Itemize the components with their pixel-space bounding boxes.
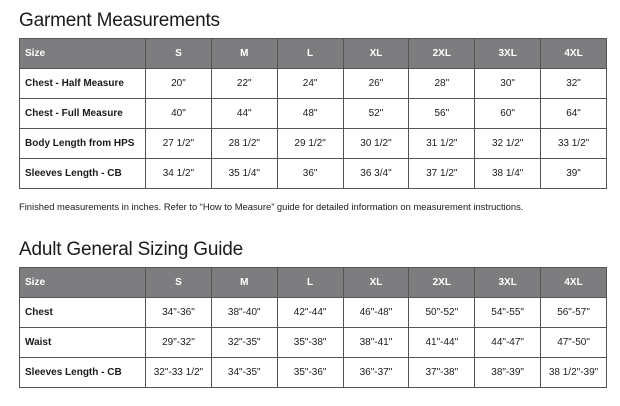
header-cell-size: Size — [20, 39, 146, 69]
table-row — [20, 159, 607, 189]
header-cell-4xl: 4XL — [541, 39, 607, 69]
row-label: Chest - Half Measure — [20, 69, 146, 99]
table-cell: 56"-57" — [541, 298, 607, 328]
header-cell-l: L — [277, 268, 343, 298]
table-cell: 31 1/2" — [409, 129, 475, 159]
header-cell-size: Size — [20, 268, 146, 298]
table-cell: 44" — [211, 99, 277, 129]
table-cell: 52" — [343, 99, 409, 129]
table-cell: 36"-37" — [343, 358, 409, 388]
header-cell-s: S — [146, 268, 212, 298]
adult-sizing-guide-table — [19, 267, 607, 388]
table-cell: 46"-48" — [343, 298, 409, 328]
table-header-row — [20, 268, 607, 298]
table-header-row — [20, 39, 607, 69]
table-cell: 33 1/2" — [541, 129, 607, 159]
table-cell: 64" — [541, 99, 607, 129]
row-label: Waist — [20, 328, 146, 358]
row-label: Body Length from HPS — [20, 129, 146, 159]
table-row — [20, 99, 607, 129]
header-cell-s: S — [146, 39, 212, 69]
measurement-note: Finished measurements in inches. Refer to “How to Measure” guide for detailed information on measurement instructions. — [19, 201, 524, 212]
table-cell: 36" — [277, 159, 343, 189]
table-cell: 54"-55" — [475, 298, 541, 328]
header-cell-m: M — [211, 39, 277, 69]
table-cell: 32" — [541, 69, 607, 99]
table-cell: 34 1/2" — [146, 159, 212, 189]
table-cell: 47"-50" — [541, 328, 607, 358]
table-cell: 35 1/4" — [211, 159, 277, 189]
table-cell: 28 1/2" — [211, 129, 277, 159]
table-cell: 56" — [409, 99, 475, 129]
table-cell: 27 1/2" — [146, 129, 212, 159]
table-cell: 30 1/2" — [343, 129, 409, 159]
table-cell: 30" — [475, 69, 541, 99]
table-cell: 38"-41" — [343, 328, 409, 358]
table-row — [20, 69, 607, 99]
table-cell: 44"-47" — [475, 328, 541, 358]
row-label: Sleeves Length - CB — [20, 358, 146, 388]
adult-sizing-guide-title: Adult General Sizing Guide — [19, 239, 243, 260]
table-cell: 36 3/4" — [343, 159, 409, 189]
table-cell: 29 1/2" — [277, 129, 343, 159]
row-label: Chest — [20, 298, 146, 328]
table-cell: 60" — [475, 99, 541, 129]
table-cell: 38"-39" — [475, 358, 541, 388]
table-cell: 35"-36" — [277, 358, 343, 388]
row-label: Sleeves Length - CB — [20, 159, 146, 189]
table-cell: 38 1/2"-39" — [541, 358, 607, 388]
garment-measurements-table — [19, 38, 607, 189]
table-cell: 50"-52" — [409, 298, 475, 328]
table-cell: 32"-35" — [211, 328, 277, 358]
header-cell-3xl: 3XL — [475, 39, 541, 69]
table-cell: 22" — [211, 69, 277, 99]
row-label: Chest - Full Measure — [20, 99, 146, 129]
table-cell: 24" — [277, 69, 343, 99]
header-cell-xl: XL — [343, 39, 409, 69]
table-cell: 32 1/2" — [475, 129, 541, 159]
table-row — [20, 358, 607, 388]
table-row — [20, 129, 607, 159]
table-cell: 34"-36" — [146, 298, 212, 328]
garment-measurements-title: Garment Measurements — [19, 10, 220, 31]
table-cell: 20" — [146, 69, 212, 99]
table-cell: 35"-38" — [277, 328, 343, 358]
header-cell-xl: XL — [343, 268, 409, 298]
table-cell: 48" — [277, 99, 343, 129]
table-cell: 41"-44" — [409, 328, 475, 358]
table-cell: 38 1/4" — [475, 159, 541, 189]
header-cell-2xl: 2XL — [409, 268, 475, 298]
table-row — [20, 328, 607, 358]
table-cell: 37"-38" — [409, 358, 475, 388]
table-cell: 29"-32" — [146, 328, 212, 358]
table-cell: 26" — [343, 69, 409, 99]
table-cell: 28" — [409, 69, 475, 99]
header-cell-3xl: 3XL — [475, 268, 541, 298]
table-cell: 37 1/2" — [409, 159, 475, 189]
table-cell: 42"-44" — [277, 298, 343, 328]
table-cell: 39" — [541, 159, 607, 189]
table-cell: 40" — [146, 99, 212, 129]
table-row — [20, 298, 607, 328]
table-cell: 34"-35" — [211, 358, 277, 388]
header-cell-2xl: 2XL — [409, 39, 475, 69]
header-cell-l: L — [277, 39, 343, 69]
header-cell-m: M — [211, 268, 277, 298]
table-cell: 38"-40" — [211, 298, 277, 328]
table-cell: 32"-33 1/2" — [146, 358, 212, 388]
header-cell-4xl: 4XL — [541, 268, 607, 298]
